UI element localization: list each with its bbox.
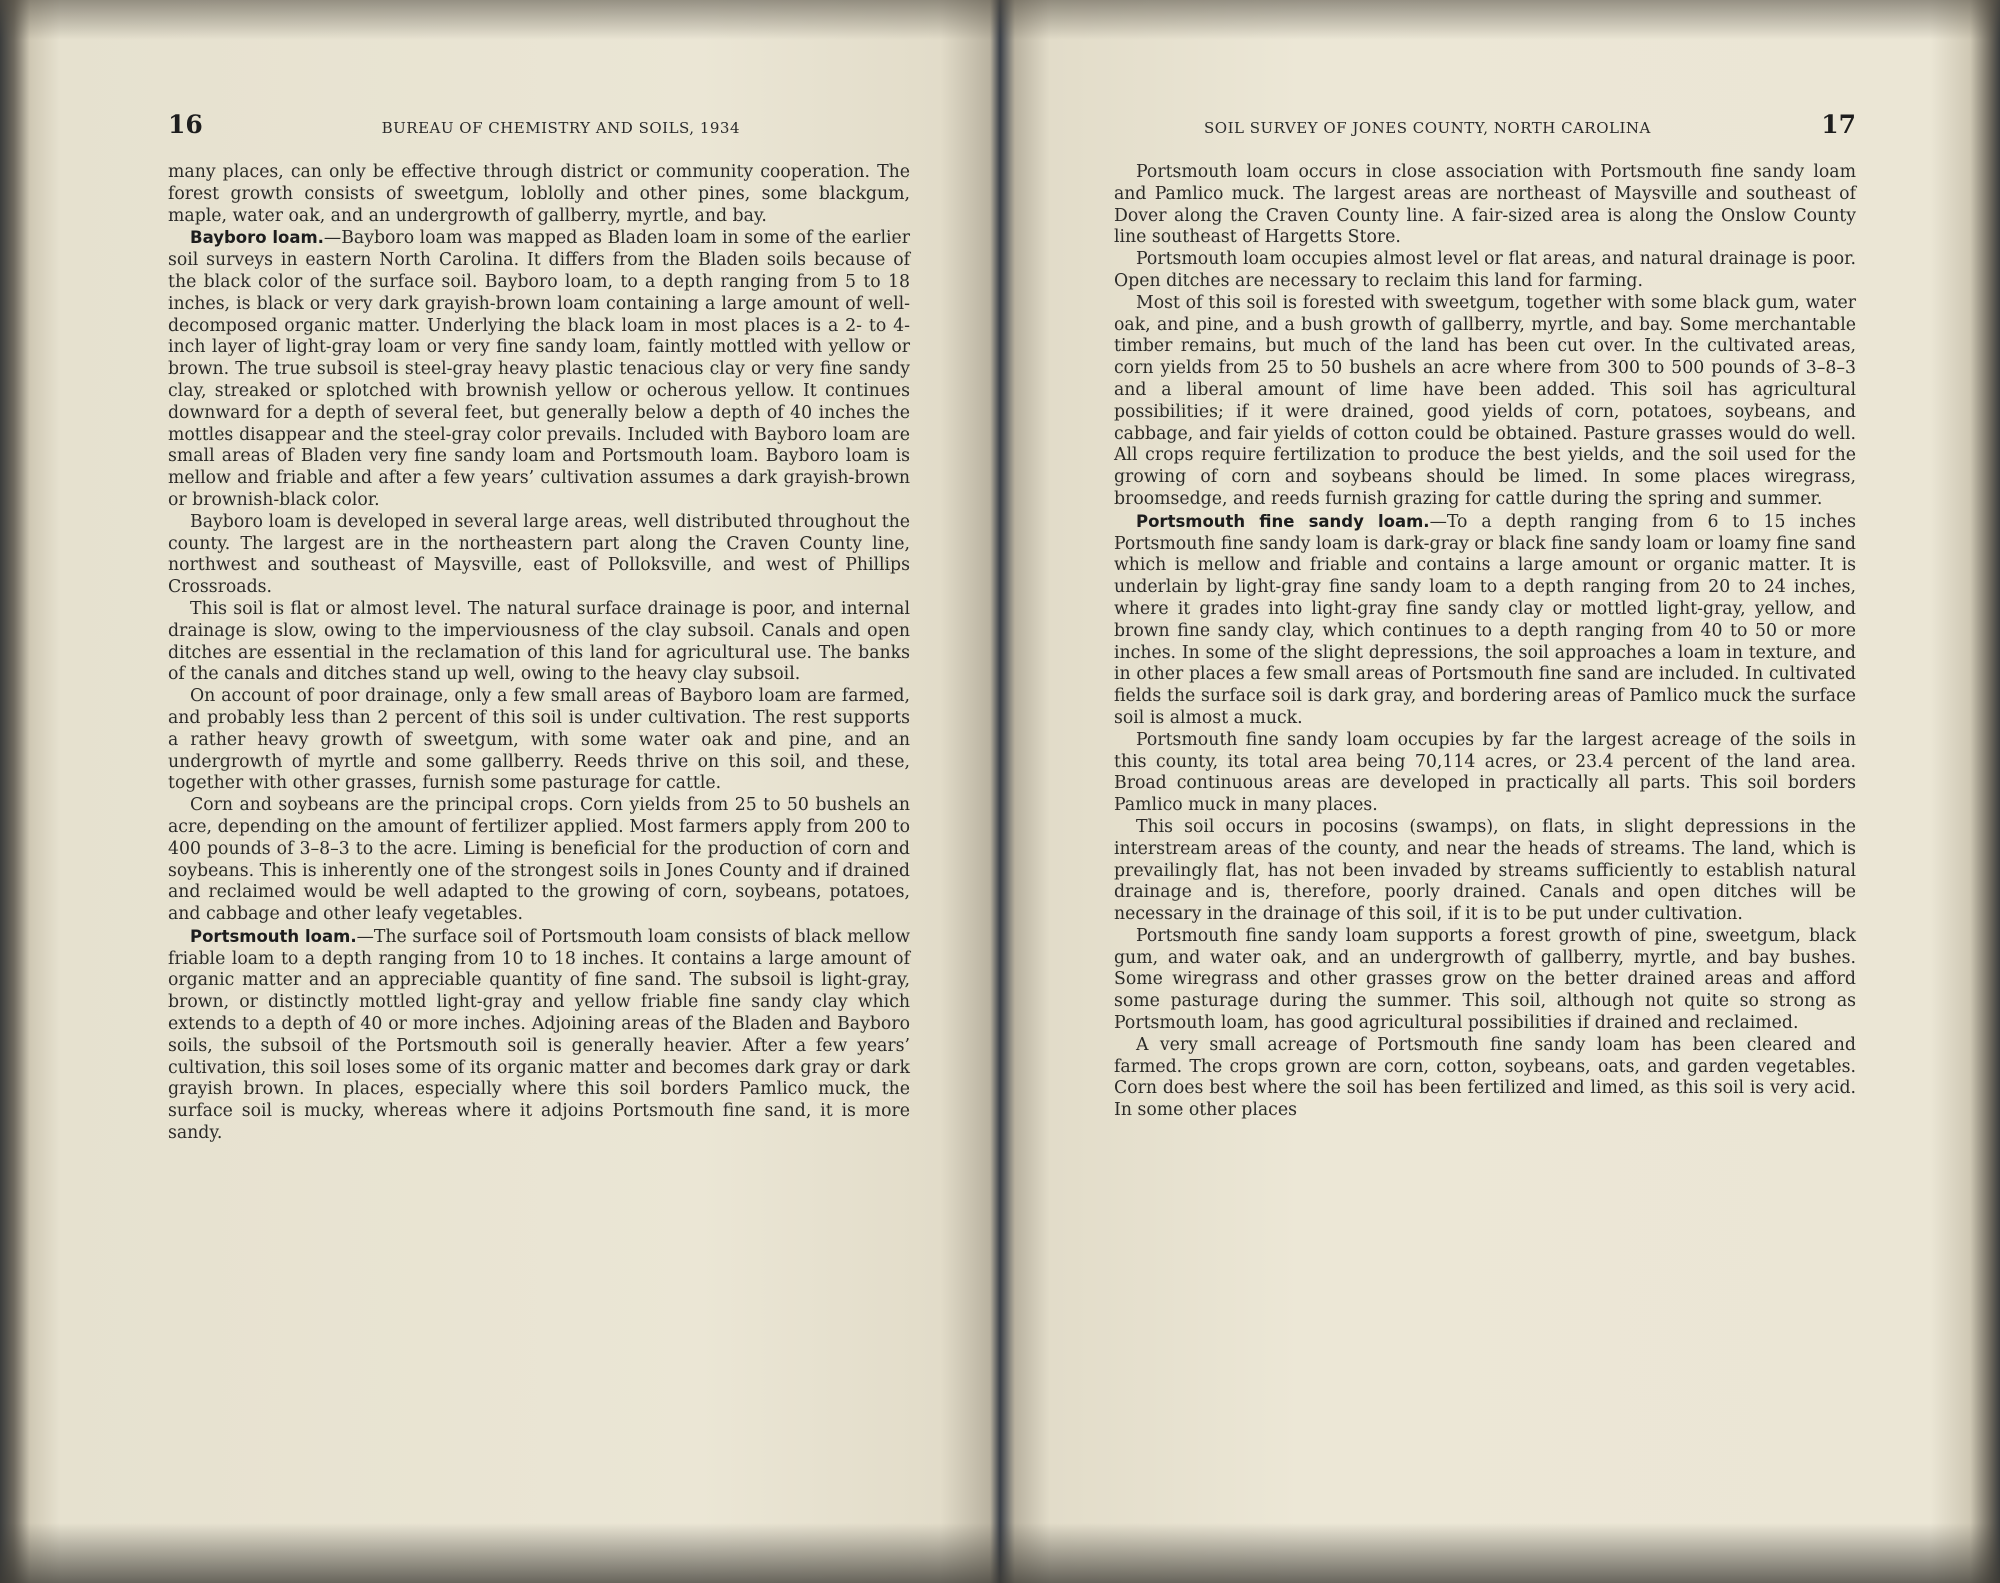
right-paragraph: This soil occurs in pocosins (swamps), on flats, in slight depressions in the interstream areas of the county, and near the heads of streams. The land, which is prevailingly flat, has not been invaded by streams sufficiently to establish natural drainage and is, therefore, poorly drained. Canals and open ditches will be necessary in the drainage of this soil, if it is to be put under cultivation. <box>1114 816 1856 925</box>
right-paragraph <box>1114 511 1856 730</box>
right-paragraph: Most of this soil is forested with sweetgum, together with some black gum, water oak, and pine, and a bush growth of gallberry, myrtle, and bay. Some merchantable timber remains, but much of the land has been cut over. In the cultivated areas, corn yields from 25 to 50 bushels an acre where from 300 to 500 pounds of 3–8–3 and a liberal amount of lime have been added. This soil has agricultural possibilities; if it were drained, good yields of corn, potatoes, soybeans, and cabbage, and fair yields of cotton could be obtained. Pasture grasses would do well. All crops require fertilization to produce the best yields, and the soil used for the growing of corn and soybeans should be limed. In some places wiregrass, broomsedge, and reeds furnish grazing for cattle during the spring and summer. <box>1114 292 1856 509</box>
paragraph-text: —Bayboro loam was mapped as Bladen loam in some of the earlier soil surveys in eastern North Carolina. It differs from the Bladen soils because of the black color of the surface soil. Bayboro loam, to a depth ranging from 5 to 18 inches, is black or very dark grayish-brown loam containing a large amount of well-decomposed organic matter. Underlying the black loam in most places is a 2- to 4-inch layer of light-gray loam or very fine sandy loam, faintly mottled with yellow or brown. The true subsoil is steel-gray heavy plastic tenacious clay or very fine sandy clay, streaked or splotched with brownish yellow or ocherous yellow. It continues downward for a depth of several feet, but generally below a depth of 40 inches the mottles disappear and the steel-gray color prevails. Included with Bayboro loam are small areas of Bladen very fine sandy loam and Portsmouth loam. Bayboro loam is mellow and friable and after a few years’ cultivation assumes a dark grayish-brown or brownish-black color. <box>168 228 910 510</box>
paragraph-text: —The surface soil of Portsmouth loam consists of black mellow friable loam to a depth ranging from 10 to 18 inches. It contains a large amount of organic matter and an appreciable quantity of fine sand. The subsoil is light-gray, brown, or distinctly mottled light-gray and yellow friable fine sandy clay which extends to a depth of 40 or more inches. Adjoining areas of the Bladen and Bayboro soils, the subsoil of the Portsmouth soil is generally heavier. After a few years’ cultivation, this soil loses some of its organic matter and becomes dark gray or dark grayish brown. In places, especially where this soil borders Pamlico muck, the surface soil is mucky, whereas where it adjoins Portsmouth fine sand, it is more sandy. <box>168 926 910 1144</box>
left-paragraph: many places, can only be effective through district or community cooperation. The forest growth consists of sweetgum, loblolly and other pines, some blackgum, maple, water oak, and an undergrowth of gallberry, myrtle, and bay. <box>168 162 910 226</box>
right-page-header <box>1114 110 1856 150</box>
paragraph-text: —To a depth ranging from 6 to 15 inches Portsmouth fine sandy loam is dark-gray or black fine sandy loam or loamy fine sand which is mellow and friable and contains a large amount or organic matter. It is underlain by light-gray fine sandy loam to a depth ranging from 20 to 24 inches, where it grades into light-gray fine sandy clay or mottled light-gray, yellow, and brown fine sandy clay, which continues to a depth ranging from 40 to 50 or more inches. In some of the slight depressions, the soil approaches a loam in texture, and in other places a few small areas of Portsmouth fine sand are included. In cultivated fields the surface soil is dark gray, and bordering areas of Pamlico muck the surface soil is almost a muck. <box>1114 511 1856 728</box>
right-paragraph: Portsmouth loam occupies almost level or flat areas, and natural drainage is poor. Open ditches are necessary to reclaim this land for farming. <box>1114 249 1856 291</box>
left-page-header <box>168 110 910 150</box>
right-paragraph: Portsmouth loam occurs in close association with Portsmouth fine sandy loam and Pamlico muck. The largest areas are northeast of Maysville and southeast of Dover along the Craven County line. A fair-sized area is along the Onslow County line southeast of Hargetts Store. <box>1114 162 1856 248</box>
section-heading: Portsmouth fine sandy loam. <box>1136 511 1430 531</box>
left-page-number: 16 <box>168 110 203 139</box>
right-paragraph: Portsmouth fine sandy loam supports a forest growth of pine, sweetgum, black gum, and water oak, and an undergrowth of gallberry, myrtle, and bay bushes. Some wiregrass and other grasses grow on the better drained areas and afford some pasturage during the summer. This soil, although not quite so strong as Portsmouth loam, has good agricultural possibilities if drained and reclaimed. <box>1114 925 1856 1034</box>
section-heading: Bayboro loam. <box>190 228 324 248</box>
right-page <box>1114 110 1856 1122</box>
right-page-number: 17 <box>1821 110 1856 139</box>
left-paragraph: Bayboro loam is developed in several large areas, well distributed throughout the county. The largest are in the northeastern part along the Craven County line, northwest and southeast of Maysville, east of Polloksville, and west of Phillips Crossroads. <box>168 511 910 598</box>
left-paragraph: Corn and soybeans are the principal crops. Corn yields from 25 to 50 bushels an acre, depending on the amount of fertilizer applied. Most farmers apply from 200 to 400 pounds of 3–8–3 to the acre. Liming is beneficial for the production of corn and soybeans. This is inherently one of the strongest soils in Jones County and if drained and reclaimed would be well adapted to the growing of corn, soybeans, potatoes, and cabbage and other leafy vegetables. <box>168 795 910 925</box>
right-running-head: SOIL SURVEY OF JONES COUNTY, NORTH CAROLINA <box>1204 119 1651 137</box>
left-paragraph: This soil is flat or almost level. The natural surface drainage is poor, and internal drainage is slow, owing to the imperviousness of the clay subsoil. Canals and open ditches are essential in the reclamation of this land for agricultural use. The banks of the canals and ditches stand up well, owing to the heavy clay subsoil. <box>168 598 910 685</box>
right-paragraph: A very small acreage of Portsmouth fine sandy loam has been cleared and farmed. The crops grown are corn, cotton, soybeans, oats, and garden vegetables. Corn does best where the soil has been fertilized and limed, as this soil is very acid. In some other places <box>1114 1034 1856 1121</box>
left-page <box>168 110 910 1145</box>
left-running-head: BUREAU OF CHEMISTRY AND SOILS, 1934 <box>381 119 740 137</box>
right-paragraph: Portsmouth fine sandy loam occupies by far the largest acreage of the soils in this county, its total area being 70,114 acres, or 23.4 percent of the land area. Broad continuous areas are developed in practically all parts. This soil borders Pamlico muck in many places. <box>1114 729 1856 816</box>
left-paragraph <box>168 926 910 1145</box>
left-paragraph: On account of poor drainage, only a few small areas of Bayboro loam are farmed, and probably less than 2 percent of this soil is under cultivation. The rest supports a rather heavy growth of sweetgum, with some water oak and pine, and an undergrowth of myrtle and some gallberry. Reeds thrive on this soil, and these, together with other grasses, furnish some pasturage for cattle. <box>168 686 910 794</box>
section-heading: Portsmouth loam. <box>190 926 357 946</box>
left-paragraph <box>168 227 910 511</box>
